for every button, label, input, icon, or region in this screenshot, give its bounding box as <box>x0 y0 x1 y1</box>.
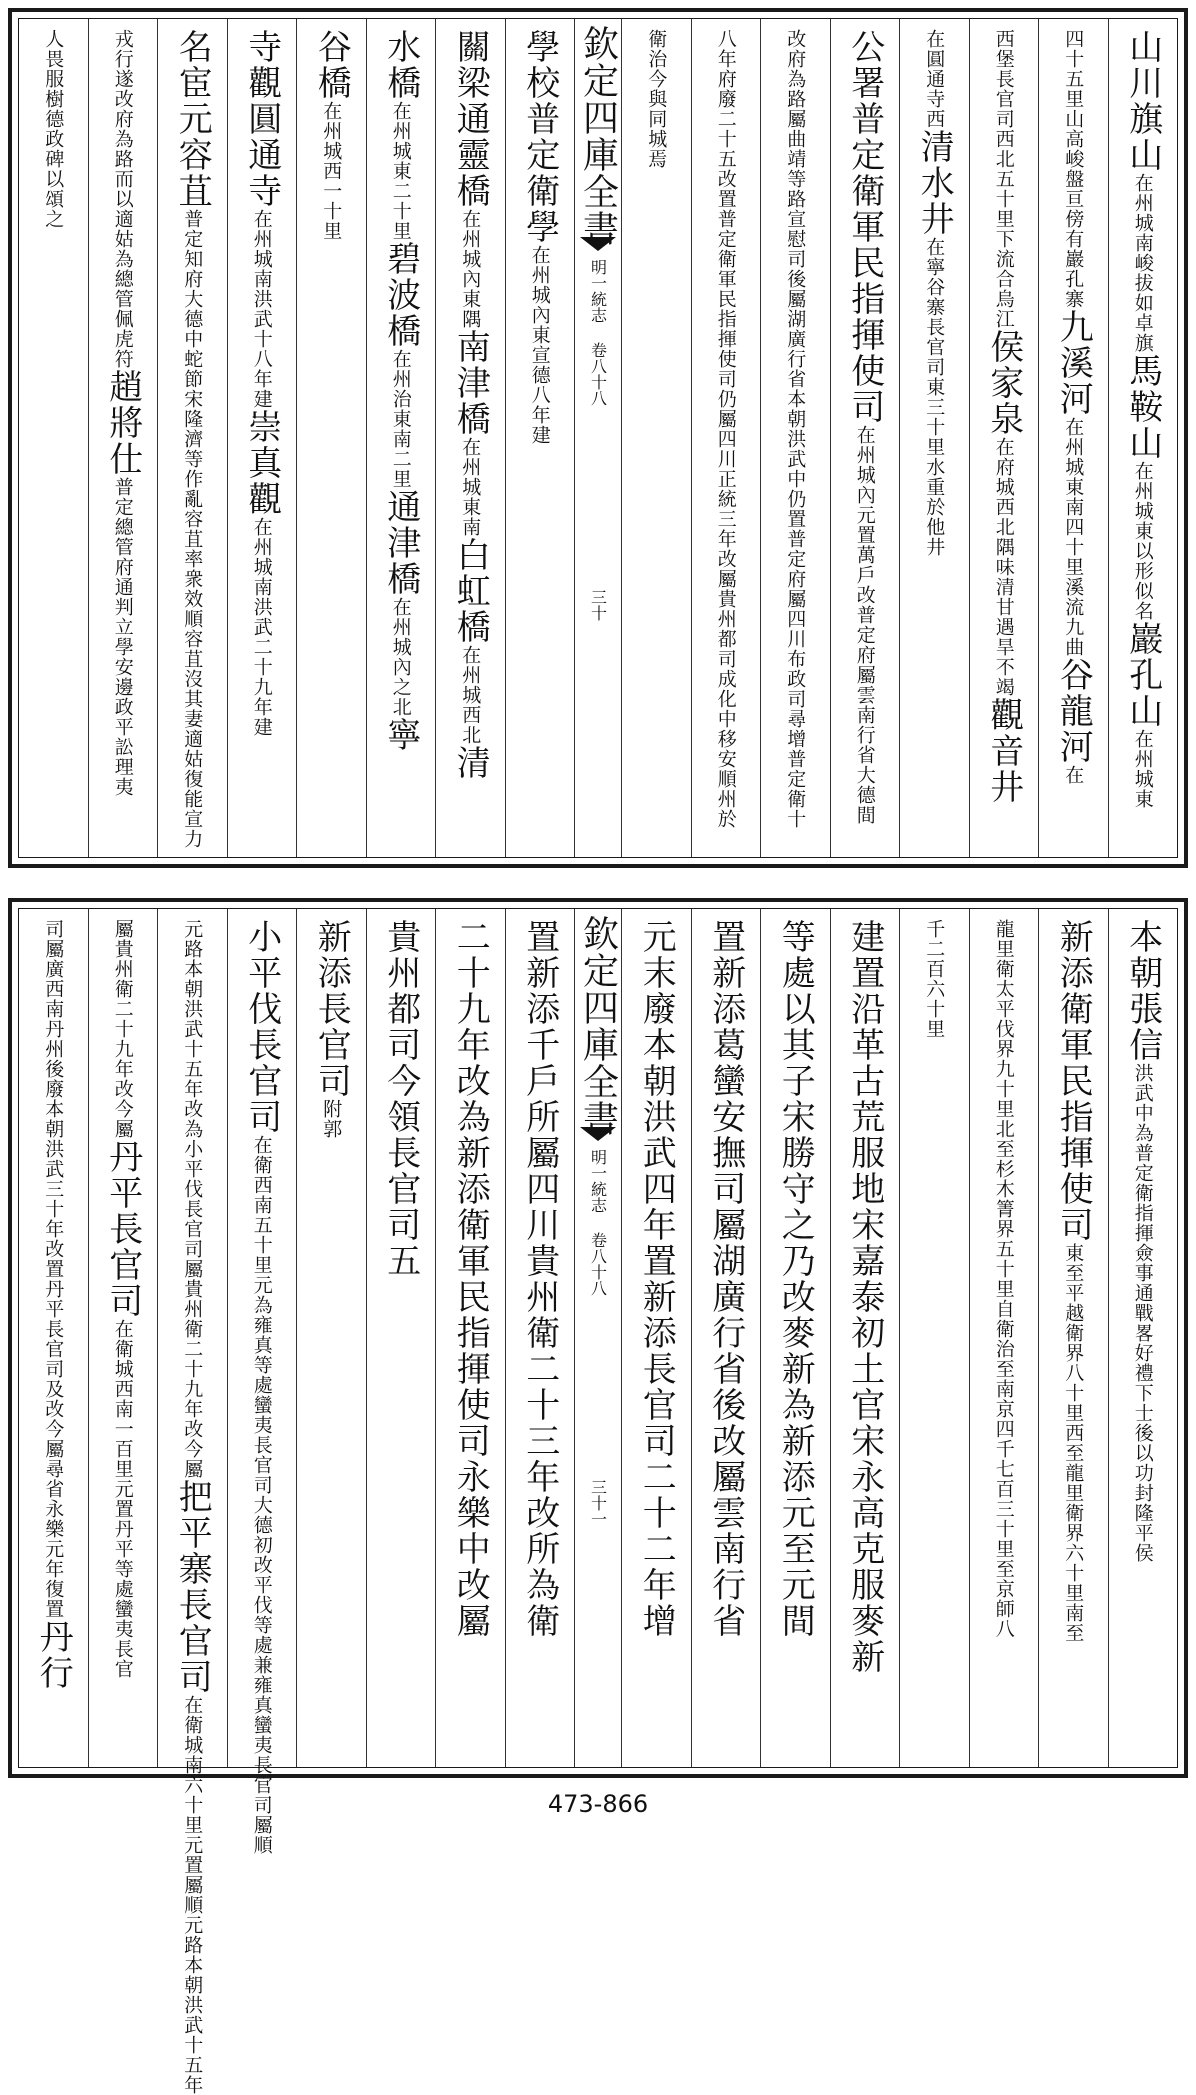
main-text: 旗山 <box>1122 101 1163 173</box>
main-text: 元 <box>172 101 213 137</box>
annotation-text: 水重於他井 <box>923 457 946 557</box>
column-text <box>450 919 491 1639</box>
annotation-text: 在州城西一十里 <box>320 101 343 241</box>
column-text <box>1122 29 1163 809</box>
book-title: 欽定四庫全書 <box>577 25 619 247</box>
main-text: 公署 <box>844 29 885 101</box>
main-text: 建置沿革 <box>844 919 885 1063</box>
page-number: 三十 <box>588 589 608 621</box>
main-text: 清 <box>450 745 491 781</box>
main-text: 把平寨長官司 <box>172 1479 213 1695</box>
column-text <box>380 29 421 753</box>
text-column <box>1108 909 1178 1767</box>
column-text <box>241 919 282 1855</box>
text-column <box>227 909 297 1855</box>
main-text: 等處以其子宋勝守之乃改麥新為新添元至元間 <box>775 919 816 1639</box>
annotation-text: 在州城西北 <box>459 645 482 745</box>
text-column <box>505 19 575 857</box>
main-text: 古荒服地宋嘉泰初土官宋永高克服麥新 <box>844 1063 885 1675</box>
main-text: 趙將仕 <box>102 369 143 477</box>
column-text <box>450 29 491 781</box>
text-column <box>19 19 88 857</box>
main-text: 清水井 <box>914 129 955 237</box>
volume-label: 明一統志 卷八十八 <box>588 259 608 406</box>
annotation-text: 西堡長官司西北五十里下流合烏江 <box>992 29 1015 329</box>
main-text: 二十九年改為新添衛軍民指揮使司永樂中改屬 <box>450 919 491 1639</box>
text-column <box>296 909 366 1767</box>
annotation-text: 東至平越衛界八十里西至龍里衛界六十里南至 <box>1062 1243 1085 1643</box>
main-text: 巖孔山 <box>1122 621 1163 729</box>
main-text: 丹行 <box>33 1619 74 1691</box>
annotation-text: 在 <box>1062 765 1085 785</box>
top-page-columns <box>19 19 1177 857</box>
column-text <box>172 29 213 849</box>
main-text: 水橋 <box>380 29 421 101</box>
annotation-text: 在州城東 <box>1131 729 1154 809</box>
main-text: 新添衛軍民指揮使司 <box>1053 919 1094 1243</box>
column-text <box>914 29 955 557</box>
main-text: 南津橋 <box>450 329 491 437</box>
column-text <box>1122 919 1163 1563</box>
annotation-text: 普定知府大德中蛇節宋隆濟等作亂容苴率衆效順容苴沒其妻適姑復能宣力 <box>181 209 204 849</box>
column-text <box>1053 919 1094 1643</box>
column-text <box>172 919 213 2095</box>
text-column <box>505 909 575 1767</box>
column-text <box>778 29 812 829</box>
annotation-text: 在衛西南五十里元為雍真等處蠻夷長官司大德初改平伐等處兼雍真蠻夷長官司屬順 <box>250 1135 273 1855</box>
main-text: 置新添葛蠻安撫司屬湖廣行省後改屬雲南行省 <box>705 919 746 1639</box>
annotation-text: 在州城南洪武二十九年建 <box>250 517 273 737</box>
column-text <box>102 29 143 797</box>
annotation-text: 在州城內東宣德八年建 <box>528 245 551 445</box>
text-column <box>830 909 900 1767</box>
annotation-text: 在衛城西南一百里元置丹平等處蠻夷長官 <box>111 1319 134 1679</box>
column-text <box>380 919 421 1279</box>
column-text <box>636 919 677 1639</box>
annotation-text: 附郭 <box>320 1099 343 1139</box>
main-text: 侯家泉 <box>983 329 1024 437</box>
text-column <box>691 19 761 857</box>
column-text <box>519 919 560 1639</box>
column-text <box>917 919 951 1039</box>
center-fold-column <box>574 19 621 857</box>
annotation-text: 洪武中為普定衛指揮僉事通戰畧好禮下士後以功封隆平侯 <box>1131 1063 1154 1563</box>
text-column <box>366 19 436 857</box>
main-text: 九溪河 <box>1053 309 1094 417</box>
annotation-text: 八年府廢二十五改置普定衛軍民指揮使司仍屬四川正統三年改屬貴州都司成化中移安順州於 <box>714 29 737 829</box>
text-column <box>157 909 227 2095</box>
annotation-text: 在寧谷寨長官司東三十里 <box>923 237 946 457</box>
text-column <box>435 19 505 857</box>
text-column <box>227 19 297 857</box>
main-text: 學校 <box>519 29 560 101</box>
text-column <box>1108 19 1178 857</box>
text-column <box>435 909 505 1767</box>
column-text <box>1053 29 1094 785</box>
book-title: 欽定四庫全書 <box>577 915 619 1137</box>
main-text: 丹平長官司 <box>102 1139 143 1319</box>
main-text: 圓通寺 <box>241 101 282 209</box>
page-code: 473-866 <box>547 1790 649 1818</box>
column-text <box>36 29 70 229</box>
text-column <box>19 909 88 1767</box>
column-text <box>709 29 743 829</box>
annotation-text: 在州治東南二里 <box>389 349 412 489</box>
main-text: 通津橋 <box>380 489 421 597</box>
main-text: 普定衛學 <box>519 101 560 245</box>
text-column <box>969 19 1039 857</box>
text-column <box>969 909 1039 1767</box>
column-text <box>102 919 143 1679</box>
annotation-text: 在州城東南四十里溪流九曲 <box>1062 417 1085 657</box>
main-text: 通靈橋 <box>450 101 491 209</box>
annotation-text: 普定總管府通判立學安邊政平訟理夷 <box>111 477 134 797</box>
main-text: 名宦 <box>172 29 213 101</box>
main-text: 本朝 <box>1122 919 1163 991</box>
fish-tail-mark-icon <box>580 1127 616 1141</box>
column-text <box>33 919 74 1691</box>
column-text <box>844 29 885 825</box>
text-column <box>621 909 691 1767</box>
text-column <box>296 19 366 857</box>
main-text: 寺觀 <box>241 29 282 101</box>
text-column <box>366 909 436 1767</box>
annotation-text: 在府城西北隅味清甘遇旱不竭 <box>992 437 1015 697</box>
main-text: 谷橋 <box>311 29 352 101</box>
text-column <box>899 909 969 1767</box>
annotation-text: 龍里衛太平伐界九十里北至杉木箐界五十里自衛治至南京四千七百三十里至京師八 <box>992 919 1015 1639</box>
main-text: 元末廢本朝洪武四年置新添長官司二十二年增 <box>636 919 677 1639</box>
text-column <box>88 909 158 1767</box>
text-column <box>88 19 158 857</box>
main-text: 觀音井 <box>983 697 1024 805</box>
annotation-text: 司屬廣西南丹州後廢本朝洪武三十年改置丹平長官司及改今屬尋省永樂元年復置 <box>42 919 65 1619</box>
volume-label: 明一統志 卷八十八 <box>588 1149 608 1296</box>
main-text: 張信 <box>1122 991 1163 1063</box>
text-column <box>760 909 830 1767</box>
annotation-text: 在州城內之北 <box>389 597 412 717</box>
text-column <box>621 19 691 857</box>
annotation-text: 四十五里山高峻盤亘傍有巖孔寨 <box>1062 29 1085 309</box>
main-text: 碧波橋 <box>380 241 421 349</box>
main-text: 谷龍河 <box>1053 657 1094 765</box>
main-text: 新添長官司 <box>311 919 352 1099</box>
column-text <box>311 29 352 241</box>
column-text <box>844 919 885 1675</box>
annotation-text: 在州城內元置萬戶改普定府屬雲南行省大德間 <box>853 425 876 825</box>
main-text: 寧 <box>380 717 421 753</box>
annotation-text: 戎行遂改府為路而以適姑為總管佩虎符 <box>111 29 134 369</box>
text-column <box>1038 909 1108 1767</box>
annotation-text: 衛治今與同城焉 <box>645 29 668 169</box>
main-text: 普定衛軍民指揮使司 <box>844 101 885 425</box>
main-text: 崇真觀 <box>241 409 282 517</box>
main-text: 小平伐長官司 <box>241 919 282 1135</box>
text-column <box>691 909 761 1767</box>
annotation-text: 改府為路屬曲靖等路宣慰司後屬湖廣行省本朝洪武中仍置普定府屬四川布政司尋增普定衛十 <box>784 29 807 829</box>
main-text: 馬鞍山 <box>1122 353 1163 461</box>
column-text <box>705 919 746 1639</box>
top-page <box>8 8 1188 868</box>
main-text: 置新添千戶所屬四川貴州衛二十三年改所為衛 <box>519 919 560 1639</box>
top-page-frame <box>18 18 1178 858</box>
column-text <box>983 29 1024 805</box>
annotation-text: 元路本朝洪武十五年改為小平伐長官司屬貴州衛二十九年改今屬 <box>181 919 204 1479</box>
column-text <box>241 29 282 737</box>
main-text: 關梁 <box>450 29 491 101</box>
column-text <box>519 29 560 445</box>
annotation-text: 在州城南峻拔如卓旗 <box>1131 173 1154 353</box>
main-text: 容苴 <box>172 137 213 209</box>
center-fold-column <box>574 909 621 1767</box>
page-number: 三十一 <box>588 1479 608 1527</box>
text-column <box>899 19 969 857</box>
column-text <box>775 919 816 1639</box>
main-text: 白虹橋 <box>450 537 491 645</box>
annotation-text: 在州城東以形似名 <box>1131 461 1154 621</box>
column-text <box>311 919 352 1139</box>
annotation-text: 在州城內東隅 <box>459 209 482 329</box>
annotation-text: 在圓通寺西 <box>923 29 946 129</box>
annotation-text: 屬貴州衛二十九年改今屬 <box>111 919 134 1139</box>
column-text <box>987 919 1021 1639</box>
annotation-text: 人畏服樹德政碑以頌之 <box>42 29 65 229</box>
annotation-text: 在衛城南六十里元置屬順元路本朝洪武十五年 <box>181 1695 204 2095</box>
text-column <box>1038 19 1108 857</box>
annotation-text: 在州城東南 <box>459 437 482 537</box>
annotation-text: 千二百六十里 <box>923 919 946 1039</box>
main-text: 貴州都司今領長官司五 <box>380 919 421 1279</box>
main-text: 山川 <box>1122 29 1163 101</box>
fish-tail-mark-icon <box>580 237 616 251</box>
text-column <box>157 19 227 857</box>
column-text <box>639 29 673 169</box>
annotation-text: 在州城南洪武十八年建 <box>250 209 273 409</box>
text-column <box>830 19 900 857</box>
text-column <box>760 19 830 857</box>
annotation-text: 在州城東二十里 <box>389 101 412 241</box>
